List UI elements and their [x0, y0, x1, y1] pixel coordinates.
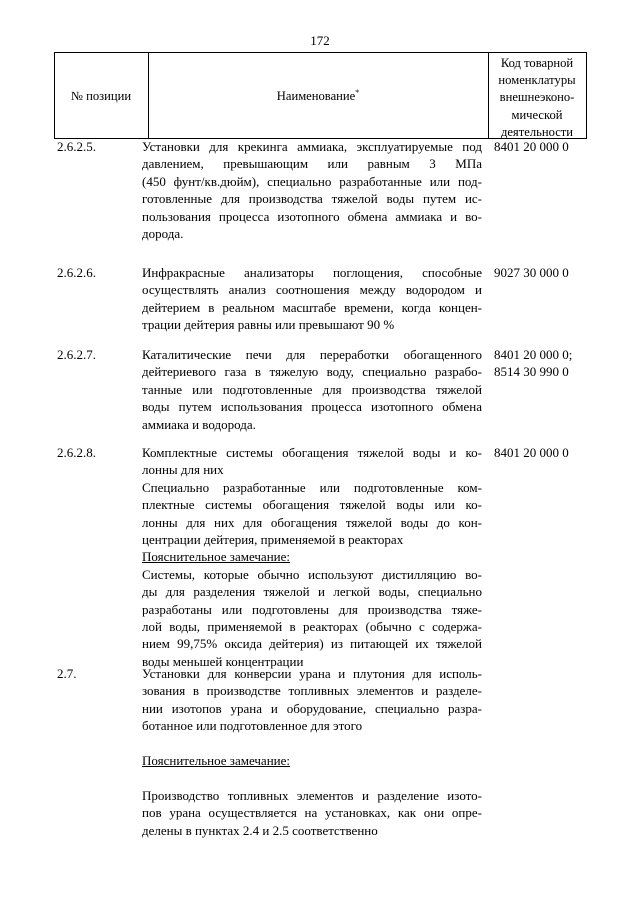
text-line: центрации дейтерия, применяемой в реакторах — [142, 531, 404, 547]
text-line: Инфракрасные анализаторы поглощения, способные — [142, 265, 482, 280]
text-line: готовленные для производства тяжелой воды путем ис- — [142, 191, 482, 207]
text-line: Установки для конверсии урана и плутония для исполь- — [142, 666, 482, 681]
entry-code-value: 8401 20 000 0; — [494, 347, 573, 362]
text-line: лонны для них — [142, 462, 224, 478]
header-name-mark: * — [355, 88, 360, 97]
entry-number: 2.6.2.8. — [57, 445, 96, 460]
entry-text — [142, 138, 482, 242]
entry-code-value: 8514 30 990 0 — [494, 364, 569, 380]
entry-number: 2.6.2.7. — [57, 347, 96, 362]
text-line: трации дейтерия равны или превышают 90 % — [142, 317, 395, 333]
text-line: нии изотопов урана и оборудование, специально разра- — [142, 700, 482, 716]
header-code — [488, 55, 586, 141]
header-name — [148, 88, 488, 105]
text-line: дейтерием в реальном масштабе времени, когда концен- — [142, 299, 482, 315]
text-line: лонны для них для обогащения тяжелой воды до кон- — [142, 514, 482, 530]
entry-code — [494, 346, 572, 381]
text-line: воды меньшей концентрации — [142, 653, 304, 669]
header-right-rule — [586, 52, 587, 139]
text-line: давлением, превышающим или равным 3 МПа — [142, 156, 482, 172]
text-line: лой воды, применяемой в реакторах (обычно с содержа- — [142, 618, 482, 634]
spacer — [142, 769, 482, 786]
text-line: ботанное или подготовленное для этого — [142, 718, 363, 734]
text-line: разработаны или подготовлены для производства тяже- — [142, 601, 482, 617]
entry-text — [142, 264, 482, 334]
entry-code-value: 9027 30 000 0 — [494, 265, 569, 280]
text-line: (450 фунт/кв.дюйм), специально разработанные или под- — [142, 173, 482, 189]
header-code-line: Код товарной — [500, 56, 574, 70]
entry-description — [142, 665, 482, 735]
header-top-rule — [54, 52, 587, 53]
text-line: пов урана осуществляется на установках, как они опре- — [142, 805, 482, 821]
text-line: танные или подготовленные для производства тяжелой — [142, 381, 482, 397]
entry-code — [494, 444, 569, 461]
entry-text — [142, 346, 482, 433]
entry-text — [142, 665, 482, 839]
note-text — [142, 566, 482, 670]
entry-title — [142, 444, 482, 479]
text-line: ды для разделения тяжелой и легкой воды, специально — [142, 584, 482, 600]
note-label: Пояснительное замечание: — [142, 549, 290, 565]
entry-number: 2.6.2.5. — [57, 139, 96, 154]
page-number: 172 — [310, 33, 330, 48]
header-code-line: деятельности — [500, 124, 574, 139]
entry-code — [494, 264, 569, 281]
text-line: зования в производстве топливных элементов и разделе- — [142, 683, 482, 699]
text-line: дейтериевого газа в тяжелую воду, специально разрабо- — [142, 364, 482, 380]
text-line: аммиака и водорода. — [142, 416, 256, 432]
entry-text — [142, 444, 482, 670]
header-name-label: Наименование — [276, 89, 356, 103]
entry-description — [142, 479, 482, 549]
entry-number: 2.6.2.6. — [57, 265, 96, 280]
note-text — [142, 787, 482, 839]
table-header — [0, 0, 640, 140]
text-line: Производство топливных элементов и разделение изото- — [142, 787, 482, 803]
text-line: нием 99,75% оксида дейтерия) из питающей их тяжелой — [142, 636, 482, 652]
entry-code-value: 8401 20 000 0 — [494, 139, 569, 154]
text-line: осуществлять анализ соотношения между водородом и — [142, 282, 482, 298]
text-line: Системы, которые обычно используют дистилляцию во- — [142, 566, 482, 582]
header-code-line: номенклатуры — [498, 73, 576, 88]
header-position: № позиции — [70, 89, 132, 103]
header-code-line: мической — [511, 107, 563, 122]
text-line: делены в пунктах 2.4 и 2.5 соответственно — [142, 822, 378, 838]
text-line: Комплектные системы обогащения тяжелой воды и ко- — [142, 445, 482, 460]
entry-code — [494, 138, 569, 155]
text-line: воды путем использования процесса изотопного обмена — [142, 399, 482, 415]
text-line: Специально разработанные или подготовленные ком- — [142, 479, 482, 495]
entry-number: 2.7. — [57, 666, 77, 681]
header-code-line: внешнеэконо- — [499, 90, 575, 105]
note-label: Пояснительное замечание: — [142, 752, 290, 768]
text-line: Установки для крекинга аммиака, эксплуатируемые под — [142, 139, 482, 154]
text-line: Каталитические печи для переработки обогащенного — [142, 347, 482, 362]
text-line: плектные системы обогащения тяжелой воды или ко- — [142, 497, 482, 513]
text-line: пользования процесса изотопного обмена аммиака и во- — [142, 208, 482, 224]
text-line: дорода. — [142, 225, 184, 241]
entry-code-value: 8401 20 000 0 — [494, 445, 569, 460]
spacer — [142, 735, 482, 752]
